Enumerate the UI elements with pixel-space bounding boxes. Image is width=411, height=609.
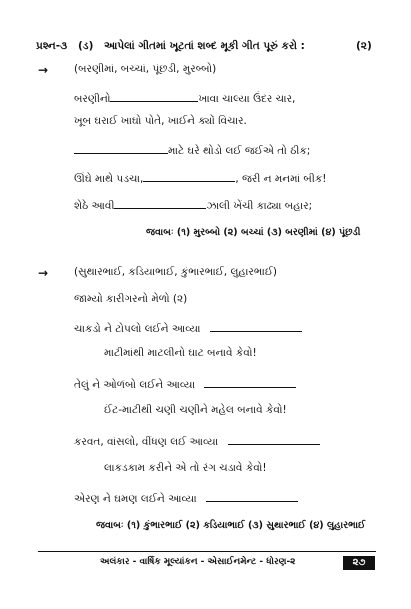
line-text-pre: કરવત, વાંસલો, વીંધણ લઈ આવ્યા bbox=[74, 436, 219, 448]
blank-field[interactable] bbox=[114, 197, 206, 209]
question-text: આપેલાં ગીતમાં ખૂટતાં શબ્દ મૂકી ગીત પૂરું કરો : bbox=[104, 40, 305, 52]
section1-options: (બરણીમાં, બચ્ચાં, પૂંછડી, મુરબ્બો) bbox=[74, 63, 217, 75]
line-text-pre: ઊંઘે માથે પડચા, bbox=[74, 173, 144, 185]
line-text-pre: તેલું ને ઓળંબો લઈને આવ્યા bbox=[74, 379, 196, 391]
question-number: પ્રશ્ન-૩ bbox=[36, 40, 68, 52]
footer-text: અલંકાર - વાર્ષિક મૂલ્યાંકન - એસાઈનમેન્ટ - ધોરણ-૨ bbox=[100, 557, 296, 567]
blank-field[interactable] bbox=[110, 90, 198, 102]
section1-line-3 bbox=[74, 142, 310, 158]
line-text-pre: ચાકડો ને ટોપલો લઈને આવ્યા bbox=[74, 323, 201, 335]
section2-line-5 bbox=[74, 433, 320, 449]
blank-field[interactable] bbox=[204, 376, 296, 388]
section2-answer: જવાબઃ (૧) કુંભારભાઈ (૨) કડિયાભાઈ (૩) સુથારભાઈ (૪) લુહારભાઈ bbox=[96, 520, 366, 531]
blank-field[interactable] bbox=[228, 433, 320, 445]
section2-line-6: લાકડકામ કરીને એ તો રંગ ચડાવે કેવો! bbox=[104, 462, 267, 474]
line-text-pre: ખૂબ ઘરાઈ ખાઘો પોતે, ખાઈને ક્યોં વિચાર. bbox=[74, 115, 247, 127]
section1-line-4 bbox=[74, 170, 326, 186]
blank-field[interactable] bbox=[210, 320, 302, 332]
section2-title: જામ્યો કારીગરનો મેળો (૨) bbox=[74, 293, 188, 305]
line-text-pre: શેઠે આવી bbox=[74, 200, 115, 212]
arrow-icon: → bbox=[38, 266, 49, 280]
line-text-pre: બરણીનો bbox=[74, 93, 111, 105]
section2-line-7 bbox=[74, 490, 298, 506]
section1-line-5 bbox=[74, 197, 312, 213]
line-text-post: ઝાલી ખેંચી કાઢ્યા બહાર; bbox=[206, 200, 313, 212]
footer-divider bbox=[38, 551, 376, 552]
section2-line-4: ઈંટ-માટીથી ચણી ચણીને મહેલ બનાવે કેવો! bbox=[104, 404, 287, 416]
line-text-post: ખાવા ચાલ્યા ઉંદર ચાર, bbox=[198, 93, 296, 105]
section2-line-2: માટીમાંથી માટલીનો ઘાટ બનાવે કેવો! bbox=[104, 347, 257, 359]
section2-line-3 bbox=[74, 376, 296, 392]
question-marks: (૨) bbox=[356, 40, 372, 52]
blank-field[interactable] bbox=[74, 142, 168, 154]
section1-line-1 bbox=[74, 90, 295, 106]
blank-field[interactable] bbox=[143, 170, 235, 182]
page-number: ૨૭ bbox=[343, 556, 375, 570]
arrow-icon: → bbox=[38, 63, 49, 77]
line-text-pre: એરણ ને ઘમણ લઈને આવ્યા bbox=[74, 493, 197, 505]
section1-answer: જવાબઃ (૧) મુરબ્બો (૨) બચ્ચાં (૩) બરણીમાં (૪) પૂંછડી bbox=[146, 227, 361, 238]
section2-line-1 bbox=[74, 320, 302, 336]
section1-line-2 bbox=[74, 115, 247, 128]
section2-options: (સુથારભાઈ, કડિયાભાઈ, કુંભારભાઈ, લુહારભાઈ) bbox=[74, 266, 278, 278]
line-text-post: માટે ઘરે થોડો લઈ જઈએ તો ઠીક; bbox=[168, 145, 311, 157]
blank-field[interactable] bbox=[206, 490, 298, 502]
question-sub: (ડ) bbox=[78, 40, 94, 52]
line-text-post: , જરી ન મનમાં બીક! bbox=[235, 173, 327, 185]
